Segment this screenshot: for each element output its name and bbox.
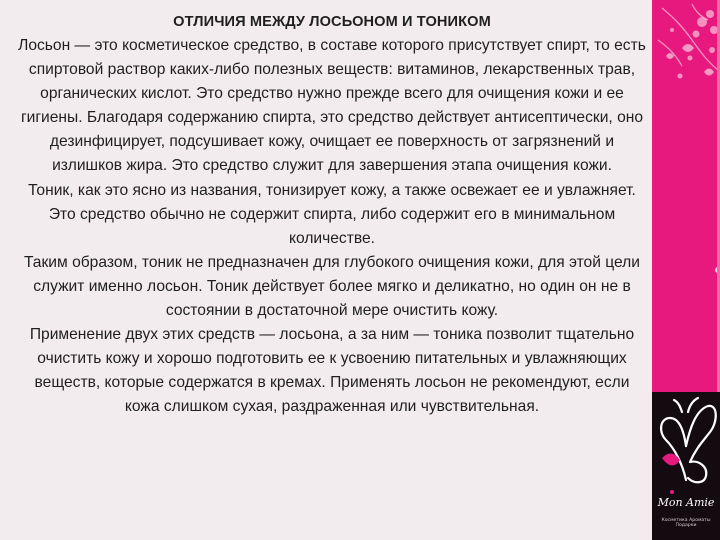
paragraph-lotion: Лосьон — это косметическое средство, в составе которого присутствует спирт, то есть спиртовой раствор каких-либо полезных веществ: витаминов, лекарственных трав, органических кислот. Это средство нужно прежде всего для очищения кожи и ее гигиены. Благодаря содержанию спирта, это средство действует антисептически, оно дезинфицирует, подсушивает кожу, очищает ее поверхность от загрязнений и излишков жира. Это средство служит для завершения этапа очищения кожи. — [18, 37, 646, 175]
brand-name: Mon Amie — [657, 496, 715, 509]
paragraph-comparison: Таким образом, тоник не предназначен для глубокого очищения кожи, для этой цели служит именно лосьон. Тоник действует более мягко и деликатно, но один он не в состоянии в достаточной мере очистить кожу. — [23, 253, 640, 320]
paragraph-usage: Применение двух этих средств — лосьона, а за ним — тоника позволит тщательно очистить кожу и хорошо подготовить ее к усвоению питательных и увлажняющих веществ, которые содержатся в кремах. Применять лосьон не рекомендуют, если кожа слишком сухая, раздраженная или чувствительная. — [29, 326, 635, 416]
brand-tagline: Косметика Ароматы Подарки — [661, 518, 711, 528]
slide-content — [18, 10, 646, 420]
paragraph-tonic: Тоник, как это ясно из названия, тонизирует кожу, а также освежает ее и увлажняет. Это средство обычно не содержит спирта, либо содержит его в минимальном количестве. — [28, 181, 636, 247]
brand-logo — [652, 392, 720, 540]
slide-title: ОТЛИЧИЯ МЕЖДУ ЛОСЬОНОМ И ТОНИКОМ — [173, 14, 491, 30]
floral-ornament-icon — [652, 0, 720, 392]
butterfly-logo-icon — [652, 392, 720, 496]
